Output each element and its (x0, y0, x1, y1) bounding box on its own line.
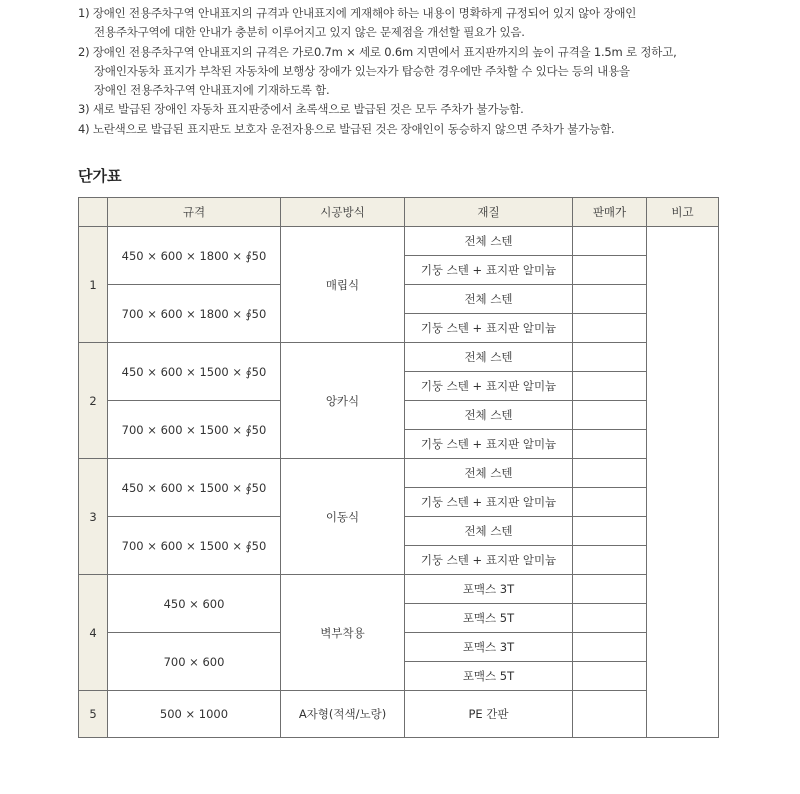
price-cell (573, 691, 647, 738)
price-cell (573, 604, 647, 633)
notes-list (78, 4, 778, 139)
price-cell (573, 430, 647, 459)
material-cell: 전체 스텐 (405, 285, 573, 314)
header-no (79, 198, 108, 227)
price-cell (573, 314, 647, 343)
material-cell: 전체 스텐 (405, 343, 573, 372)
price-cell (573, 343, 647, 372)
spec-cell: 700 × 600 × 1500 × ∮50 (108, 401, 281, 459)
price-cell (573, 401, 647, 430)
header-method: 시공방식 (281, 198, 405, 227)
material-cell: 전체 스텐 (405, 227, 573, 256)
note-line: 2) 장애인 전용주차구역 안내표지의 규격은 가로0.7m × 세로 0.6m 지면에서 표지판까지의 높이 규격을 1.5m 로 정하고, (78, 44, 677, 59)
material-cell: 기둥 스텐 + 표지판 알미늄 (405, 372, 573, 401)
material-cell: 기둥 스텐 + 표지판 알미늄 (405, 546, 573, 575)
material-cell: 기둥 스텐 + 표지판 알미늄 (405, 430, 573, 459)
row-number: 4 (79, 575, 108, 691)
note-line: 3) 새로 발급된 장애인 자동차 표지판중에서 초록색으로 발급된 것은 모두 주차가 불가능함. (78, 102, 524, 117)
material-cell: 기둥 스텐 + 표지판 알미늄 (405, 488, 573, 517)
material-cell: 전체 스텐 (405, 459, 573, 488)
table-row (79, 343, 719, 372)
material-cell: 포맥스 5T (405, 662, 573, 691)
row-number: 2 (79, 343, 108, 459)
header-spec: 규격 (108, 198, 281, 227)
row-number: 3 (79, 459, 108, 575)
spec-cell: 700 × 600 (108, 633, 281, 691)
spec-cell: 700 × 600 × 1500 × ∮50 (108, 517, 281, 575)
material-cell: 포맥스 5T (405, 604, 573, 633)
price-cell (573, 488, 647, 517)
method-cell: 앙카식 (281, 343, 405, 459)
material-cell: 기둥 스텐 + 표지판 알미늄 (405, 314, 573, 343)
row-number: 5 (79, 691, 108, 738)
table-header-row (79, 198, 719, 227)
price-cell (573, 459, 647, 488)
header-price: 판매가 (573, 198, 647, 227)
material-cell: 포맥스 3T (405, 575, 573, 604)
spec-cell: 450 × 600 × 1500 × ∮50 (108, 343, 281, 401)
method-cell: 매립식 (281, 227, 405, 343)
material-cell: 기둥 스텐 + 표지판 알미늄 (405, 256, 573, 285)
table-row (79, 575, 719, 604)
header-remarks: 비고 (647, 198, 719, 227)
note-line: 전용주차구역에 대한 안내가 충분히 이루어지고 있지 않은 문제점을 개선할 필요가 있음. (94, 25, 525, 40)
method-cell: 이동식 (281, 459, 405, 575)
spec-cell: 450 × 600 (108, 575, 281, 633)
row-number: 1 (79, 227, 108, 343)
table-row (79, 459, 719, 488)
table-row (79, 227, 719, 256)
price-cell (573, 633, 647, 662)
note-line: 장애인 전용주차구역 안내표지에 기재하도록 함. (94, 83, 330, 98)
price-table-body (79, 227, 719, 738)
price-cell (573, 285, 647, 314)
price-cell (573, 575, 647, 604)
spec-cell: 700 × 600 × 1800 × ∮50 (108, 285, 281, 343)
price-table-title: 단가표 (78, 167, 122, 185)
note-line: 장애인자동차 표지가 부착된 자동차에 보행상 장애가 있는자가 탑승한 경우에만 주차할 수 있다는 등의 내용을 (94, 63, 630, 78)
price-cell (573, 256, 647, 285)
material-cell: 전체 스텐 (405, 401, 573, 430)
price-cell (573, 517, 647, 546)
price-cell (573, 372, 647, 401)
table-row (79, 691, 719, 738)
spec-cell: 500 × 1000 (108, 691, 281, 738)
price-table (78, 197, 719, 738)
header-material: 재질 (405, 198, 573, 227)
remarks-cell (647, 227, 719, 738)
price-cell (573, 227, 647, 256)
note-line: 1) 장애인 전용주차구역 안내표지의 규격과 안내표지에 게재해야 하는 내용이 명확하게 규정되어 있지 않아 장애인 (78, 6, 637, 20)
note-line: 4) 노란색으로 발급된 표지판도 보호자 운전자용으로 발급된 것은 장애인이 동승하지 않으면 주차가 불가능함. (78, 121, 615, 136)
material-cell: 포맥스 3T (405, 633, 573, 662)
method-cell: 벽부착용 (281, 575, 405, 691)
material-cell: 전체 스텐 (405, 517, 573, 546)
spec-cell: 450 × 600 × 1500 × ∮50 (108, 459, 281, 517)
material-cell: PE 간판 (405, 691, 573, 738)
method-cell: A자형(적색/노랑) (281, 691, 405, 738)
price-cell (573, 662, 647, 691)
spec-cell: 450 × 600 × 1800 × ∮50 (108, 227, 281, 285)
price-cell (573, 546, 647, 575)
